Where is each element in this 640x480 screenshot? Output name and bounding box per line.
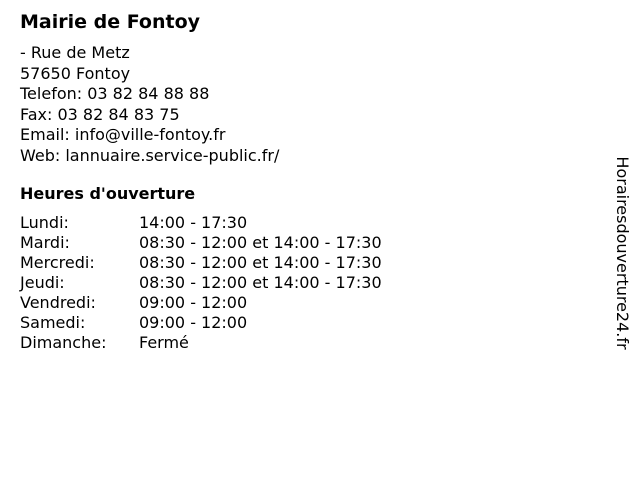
hours-day: Jeudi:	[20, 273, 65, 292]
hours-time: 08:30 - 12:00 et 14:00 - 17:30	[139, 273, 382, 292]
hours-day: Vendredi:	[20, 293, 96, 312]
hours-time: 09:00 - 12:00	[139, 313, 248, 332]
hours-day: Samedi:	[20, 313, 86, 332]
street-address: - Rue de Metz	[20, 43, 130, 62]
hours-day: Dimanche:	[20, 333, 107, 352]
hours-day: Lundi:	[20, 213, 69, 232]
fax-number: Fax: 03 82 84 83 75	[20, 104, 180, 124]
hours-time: 09:00 - 12:00	[139, 293, 248, 312]
contact-block	[20, 43, 279, 166]
email-address: Email: info@ville-fontoy.fr	[20, 125, 226, 144]
page-title: Mairie de Fontoy	[20, 11, 201, 33]
phone-number: Telefon: 03 82 84 88 88	[20, 84, 210, 103]
hours-day: Mardi:	[20, 233, 70, 252]
website: Web: lannuaire.service-public.fr/	[20, 145, 280, 165]
postal-city: 57650 Fontoy	[20, 63, 131, 83]
hours-time: 08:30 - 12:00 et 14:00 - 17:30	[139, 233, 382, 252]
watermark: Horairesdouverture24.fr	[613, 156, 632, 350]
hours-day: Mercredi:	[20, 253, 95, 272]
hours-time: 08:30 - 12:00 et 14:00 - 17:30	[139, 253, 382, 272]
hours-time: 14:00 - 17:30	[139, 213, 248, 232]
hours-time: Fermé	[139, 333, 189, 352]
hours-heading: Heures d'ouverture	[20, 184, 196, 203]
